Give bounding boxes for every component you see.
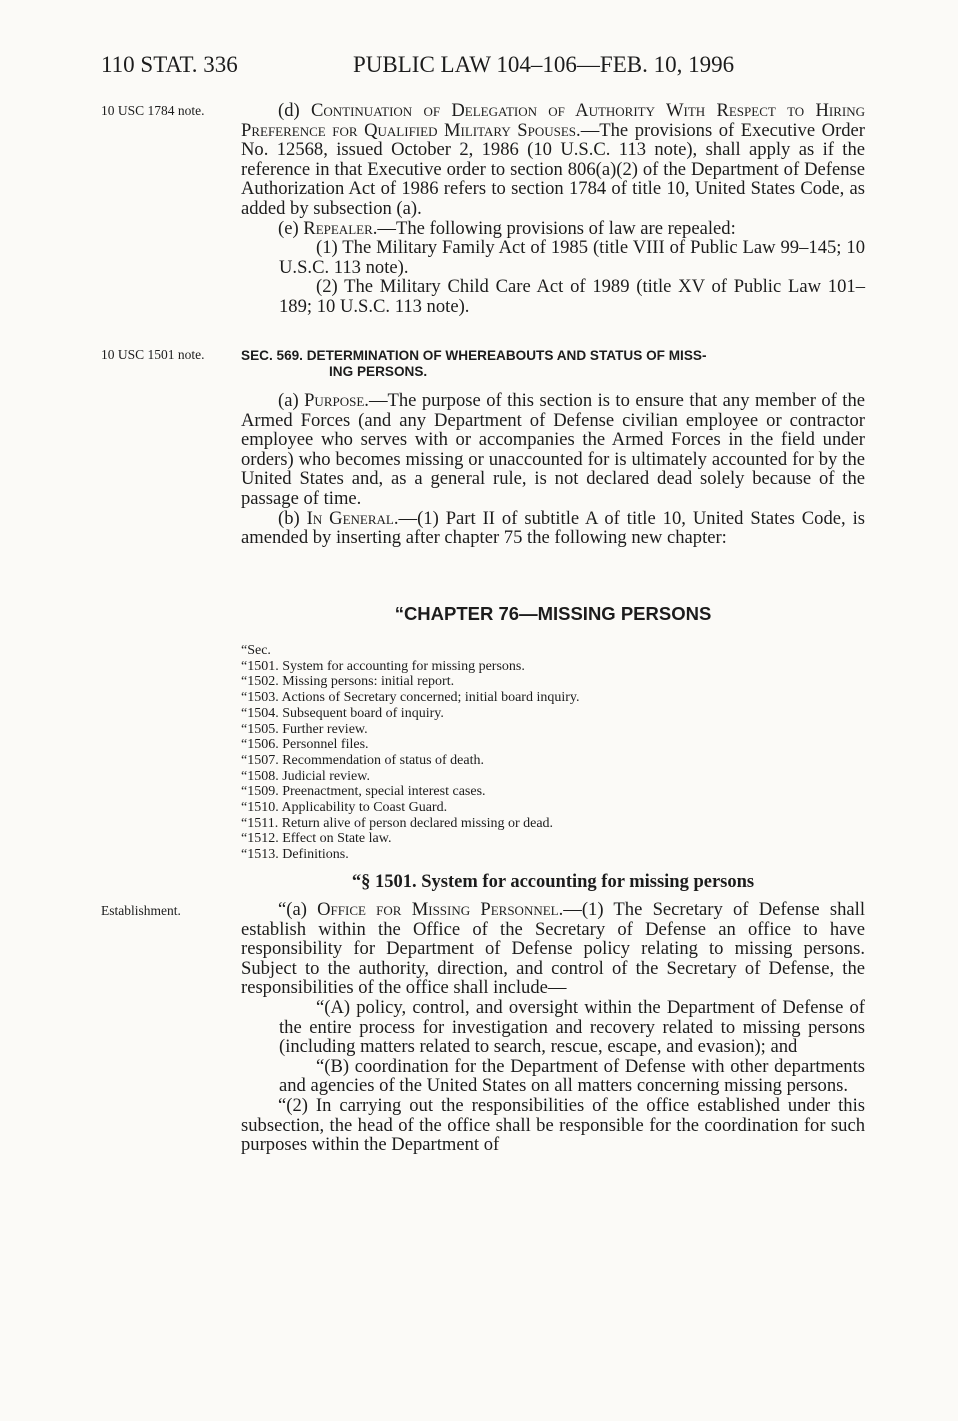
toc-entry: “1509. Preenactment, special interest cases. <box>241 784 486 800</box>
toc-entry: “1513. Definitions. <box>241 847 349 863</box>
section-1501-a-heading: Office for Missing Personnel. <box>317 899 564 920</box>
subsection-e-heading: Repealer. <box>303 217 378 239</box>
repealer-item-2: (2) The Military Child Care Act of 1989 (title XV of Public Law 101–189; 10 U.S.C. 113 note). <box>279 276 865 317</box>
subsection-b: (b) In General.—(1) Part II of subtitle A of title 10, United States Code, is amended by inserting after chapter 75 the following new chapter: <box>241 507 865 549</box>
margin-note-establishment: Establishment. <box>101 903 181 918</box>
subsections-a-b <box>241 391 865 548</box>
toc-entry: “1504. Subsequent board of inquiry. <box>241 705 444 721</box>
subsection-a: (a) Purpose.—The purpose of this section is to ensure that any member of the Armed Forces (and any Department of Defense civilian employee or contractor employee who serves with or accompanies the Armed Forces in the field under orders) who becomes missing or unaccounted for is ultimately accounted for by the United States and, as a general rule, is not declared dead solely because of the passage of time. <box>241 390 865 509</box>
toc-entry: “1503. Actions of Secretary concerned; initial board inquiry. <box>241 690 580 706</box>
subsection-b-heading: In General. <box>306 507 399 529</box>
toc-entry: “1502. Missing persons: initial report. <box>241 674 455 690</box>
toc-entry: “1501. System for accounting for missing persons. <box>241 658 525 674</box>
section-1501-para-A: “(A) policy, control, and oversight within the Department of Defense of the entire process for investigation and recovery related to missing persons (including matters related to search, rescue, escape, and evasion); and <box>279 996 865 1058</box>
subsections-d-e <box>241 101 865 317</box>
section-1501-heading: “§ 1501. System for accounting for missing persons <box>351 872 755 892</box>
section-1501-body <box>241 900 865 1155</box>
subsection-e: (e) Repealer.—The following provisions of law are repealed: <box>278 217 736 239</box>
section-1501-subsection-a: “(a) Office for Missing Personnel.—(1) The Secretary of Defense shall establish within the Office of the Secretary of Defense an office to have responsibility for Department of Defense policy relating to missing persons. Subject to the authority, direction, and control of the Secretary of Defense, the responsibilities of the office shall include— <box>241 899 865 999</box>
toc-entry: “1507. Recommendation of status of death. <box>241 752 484 768</box>
public-law-title: PUBLIC LAW 104–106—FEB. 10, 1996 <box>353 52 735 77</box>
toc-entry: “1510. Applicability to Coast Guard. <box>241 800 448 816</box>
chapter-heading: “CHAPTER 76—MISSING PERSONS <box>394 603 712 624</box>
toc-entry: “1506. Personnel files. <box>241 737 369 753</box>
margin-note-1784: 10 USC 1784 note. <box>101 103 205 118</box>
toc-entry: “Sec. <box>241 643 271 658</box>
subsection-a-heading: Purpose. <box>304 390 369 411</box>
toc-entry: “1511. Return alive of person declared missing or dead. <box>241 815 554 831</box>
subsection-d-heading: Continuation of Delegation of Authority With Respect to Hiring Preference for Qualified Military Spouses. <box>241 100 865 141</box>
statute-citation: 110 STAT. 336 <box>101 52 238 77</box>
toc-entry: “1505. Further review. <box>241 721 368 737</box>
repealer-item-1: (1) The Military Family Act of 1985 (title VIII of Public Law 99–145; 10 U.S.C. 113 note). <box>279 237 865 278</box>
page-header <box>101 52 871 82</box>
section-569-heading: SEC. 569. DETERMINATION OF WHEREABOUTS AND STATUS OF MISS- ING PERSONS. <box>241 348 707 379</box>
toc-entry: “1508. Judicial review. <box>241 768 370 784</box>
section-1501-para-B: “(B) coordination for the Department of Defense with other departments and agencies of the United States on all matters concerning missing persons. <box>279 1055 865 1097</box>
subsection-d: (d) Continuation of Delegation of Authority With Respect to Hiring Preference for Qualified Military Spouses.—The provisions of Executive Order No. 12568, issued October 2, 1986 (10 U.S.C. 113 note), shall apply as if the reference in that Executive order to section 806(a)(2) of the Department of Defense Authorization Act of 1986 refers to section 1784 of title 10, United States Code, as added by subsection (a). <box>241 100 865 219</box>
toc-entry: “1512. Effect on State law. <box>241 831 392 847</box>
chapter-table-of-contents <box>241 643 741 863</box>
margin-note-1501: 10 USC 1501 note. <box>101 347 205 362</box>
section-1501-para-2: “(2) In carrying out the responsibilities of the office established under this subsection, the head of the office shall be responsible for the coordination for such purposes within the Department of <box>241 1094 865 1156</box>
